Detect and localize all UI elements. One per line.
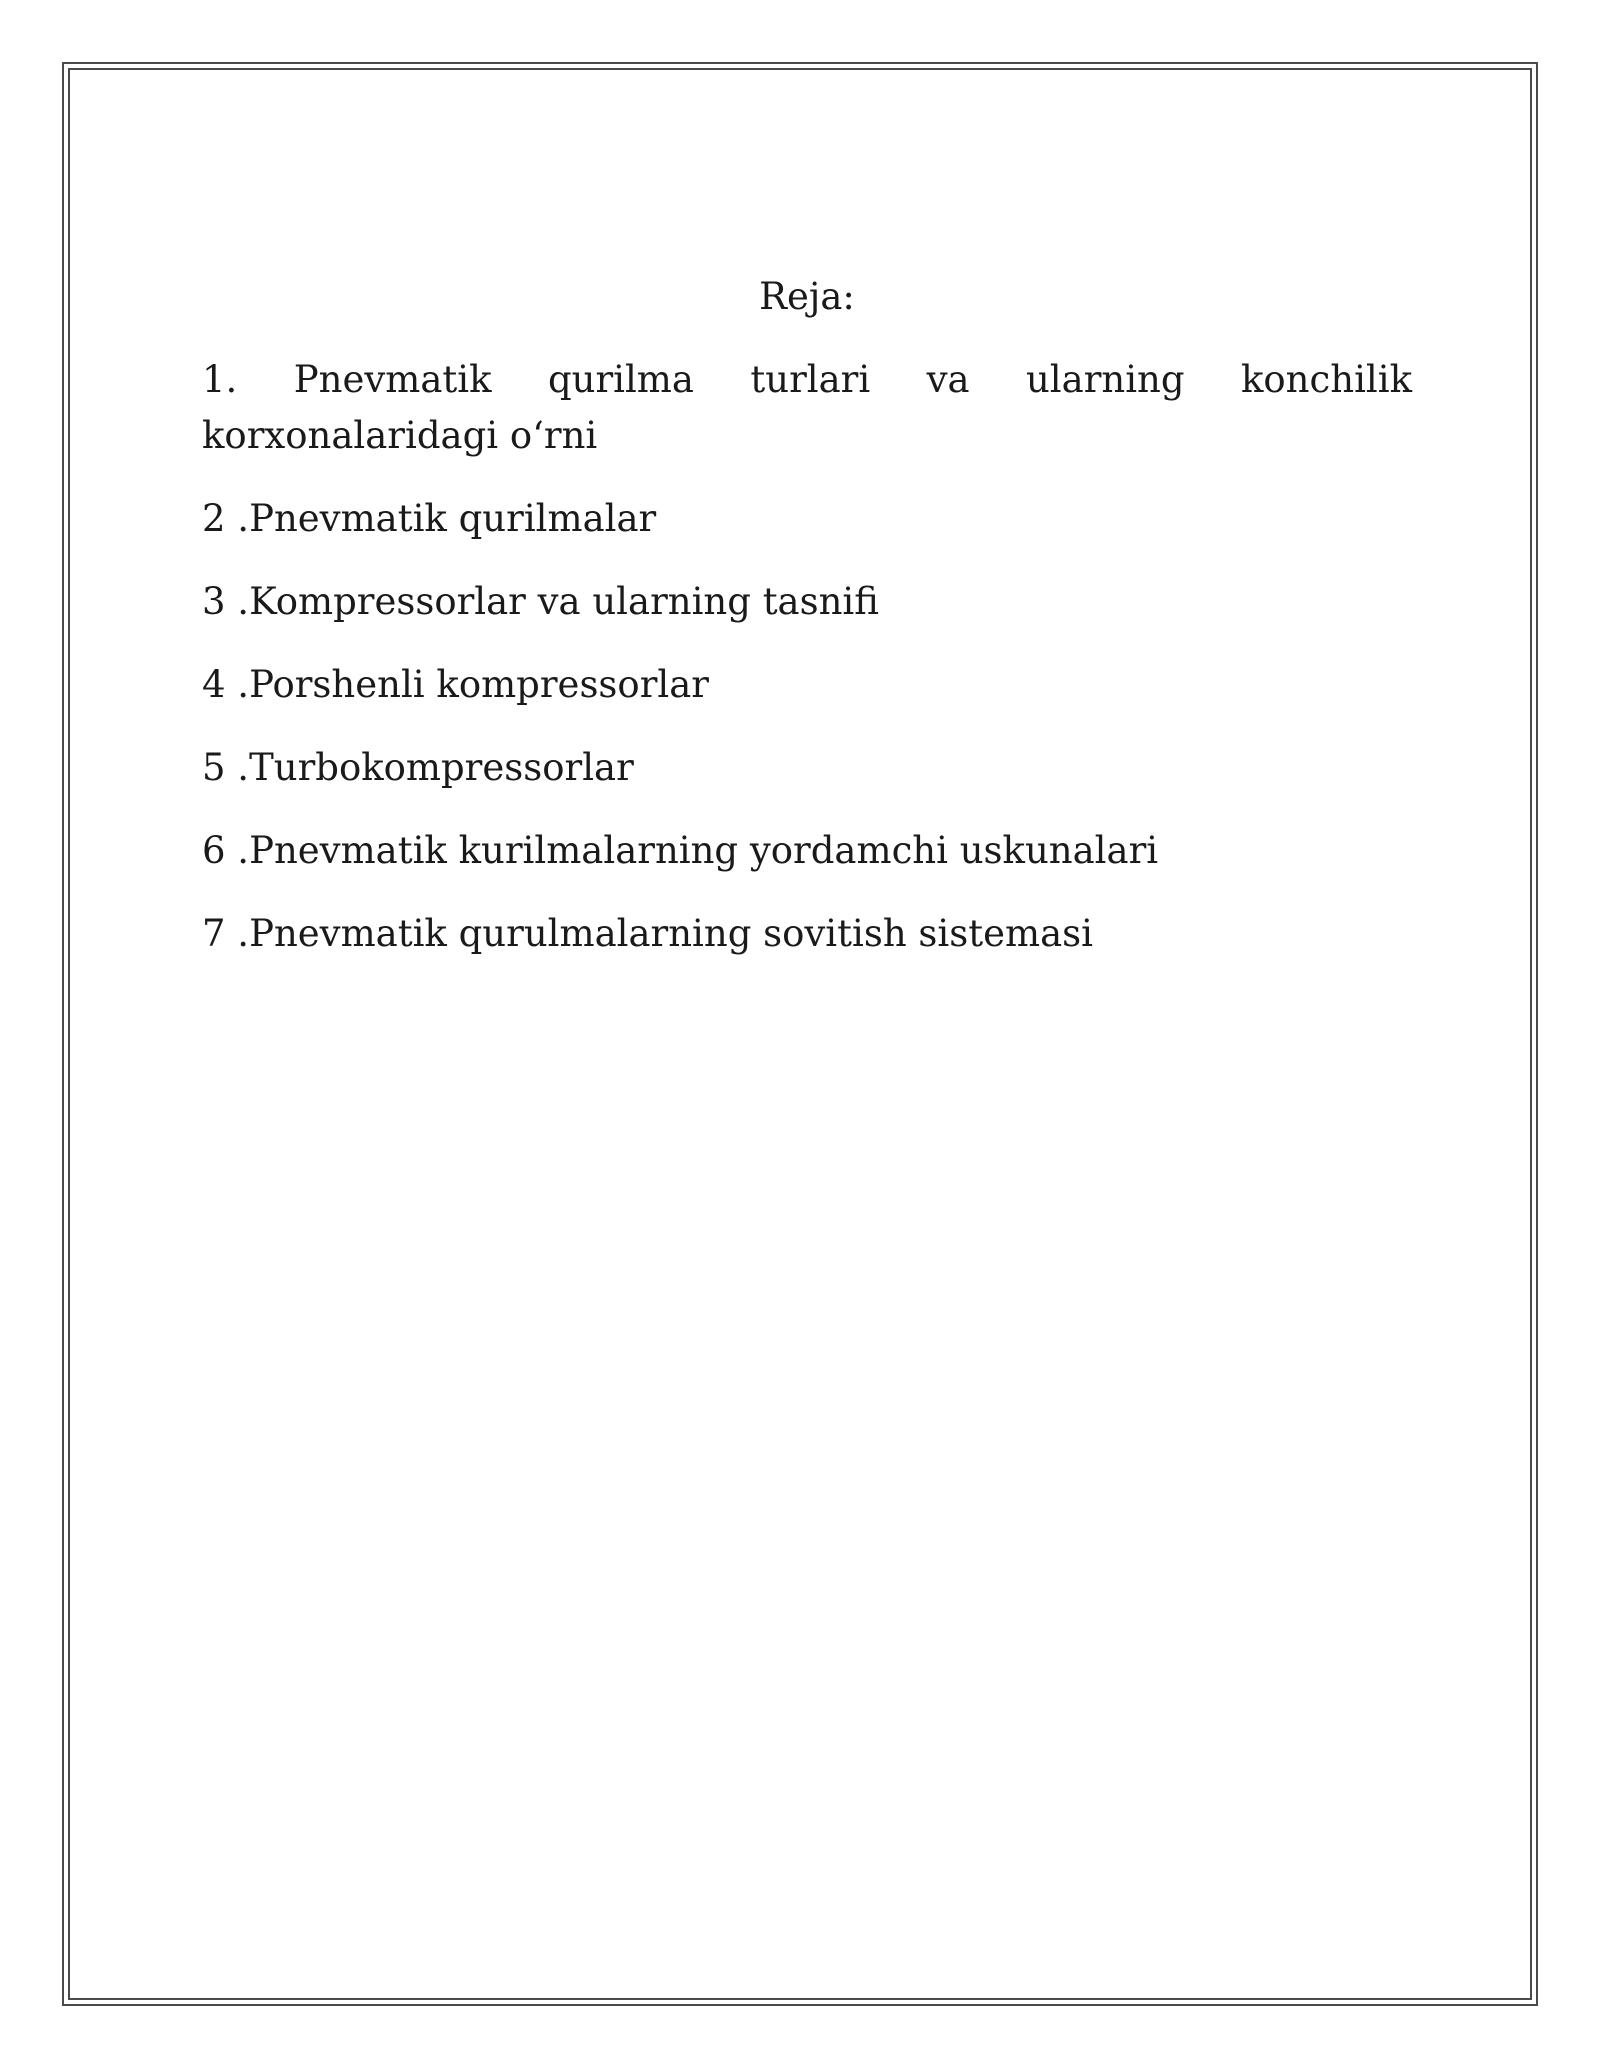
page-title: Reja: <box>759 275 855 318</box>
plan-list <box>202 352 1412 962</box>
plan-item-3: 3 .Kompressorlar va ularning tasnifi <box>202 580 879 623</box>
plan-item-6: 6 .Pnevmatik kurilmalarning yordamchi uskunalari <box>202 829 1159 872</box>
plan-item-4: 4 .Porshenli kompressorlar <box>202 663 709 706</box>
plan-item-7: 7 .Pnevmatik qurulmalarning sovitish sistemasi <box>202 912 1093 955</box>
document-body <box>202 272 1412 989</box>
plan-item-5: 5 .Turbokompressorlar <box>202 746 634 789</box>
plan-item-1: 1. Pnevmatik qurilma turlari va ularning konchilik korxonalaridagi o‘rni <box>202 358 1412 457</box>
plan-item-2: 2 .Pnevmatik qurilmalar <box>202 497 657 540</box>
